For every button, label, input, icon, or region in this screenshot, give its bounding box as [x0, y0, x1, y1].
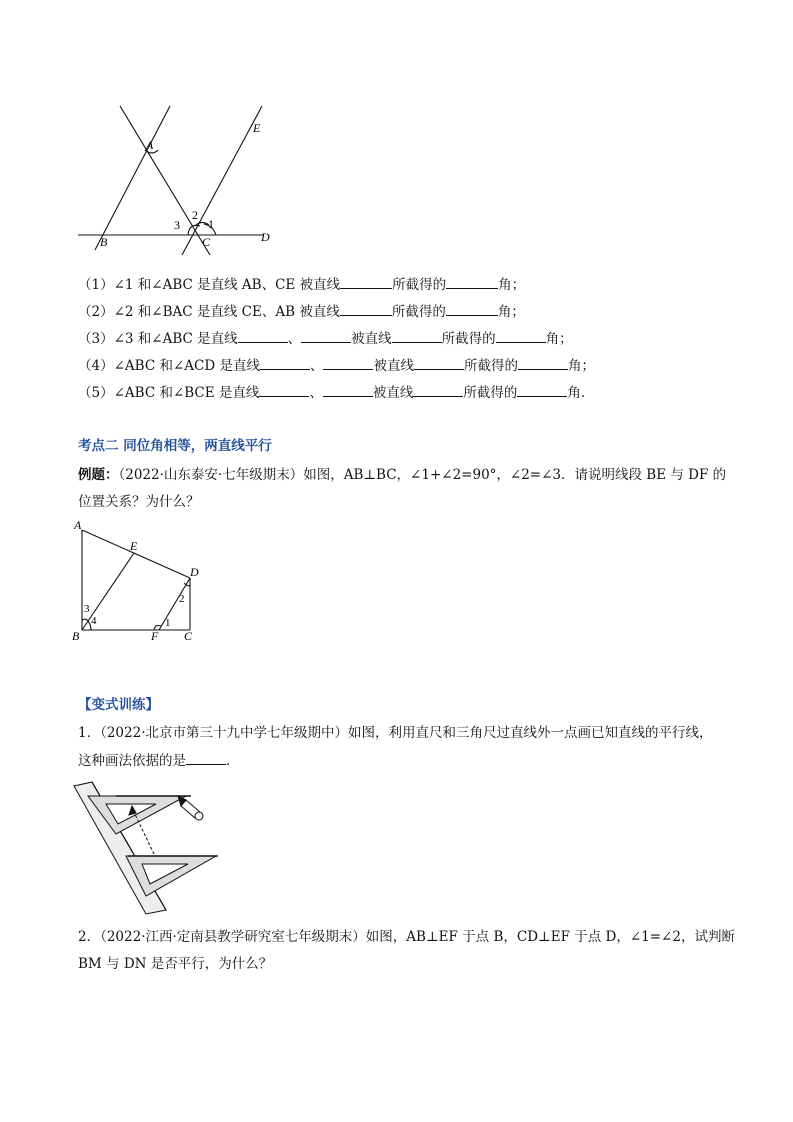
example-line-1: 例题：（2022·山东泰安·七年级期末）如图，AB⊥BC，∠1+∠2=90°，∠2=∠3．请说明线段 BE 与 DF 的 — [78, 467, 727, 483]
label-E: E — [253, 121, 261, 135]
q1-line-1: 1．（2022·北京市第三十九中学七年级期中）如图，利用直尺和三角尺过直线外一点画已知直线的平行线， — [78, 725, 713, 741]
answer-blank[interactable] — [238, 328, 288, 343]
label-angle-3: 3 — [174, 218, 180, 232]
answer-blank[interactable] — [301, 328, 351, 343]
pencil-icon — [178, 796, 203, 820]
segment-BE — [82, 553, 134, 630]
q2-line-1: 2．（2022·江西·定南县教学研究室七年级期末）如图，AB⊥EF 于点 B，CD⊥EF 于点 D，∠1=∠2，试判断 — [78, 929, 735, 945]
label-C: C — [184, 629, 193, 643]
answer-blank[interactable] — [186, 750, 226, 765]
label-B: B — [100, 235, 108, 249]
answer-blank[interactable] — [259, 382, 309, 397]
question-4: （4）∠ABC 和∠ACD 是直线 、 被直线 所截得的 角； — [78, 355, 595, 376]
answer-blank[interactable] — [496, 328, 546, 343]
label-E: E — [130, 539, 138, 553]
line-AC — [120, 106, 210, 255]
label-A: A — [74, 518, 82, 532]
label-F: F — [151, 629, 159, 643]
label-angle-4: 4 — [91, 615, 97, 627]
figure-quadrilateral — [68, 516, 208, 646]
answer-blank[interactable] — [517, 382, 567, 397]
label-D: D — [190, 565, 199, 579]
answer-blank[interactable] — [518, 355, 568, 370]
question-3: （3）∠3 和∠ABC 是直线 、 被直线 所截得的 角； — [78, 328, 573, 349]
answer-blank[interactable] — [446, 301, 498, 316]
variant-heading: 【变式训练】 — [78, 697, 159, 713]
answer-blank[interactable] — [340, 274, 392, 289]
line-CE — [182, 106, 262, 255]
label-D: D — [261, 230, 270, 244]
segment-DF — [159, 578, 190, 630]
example-line-2: 位置关系？为什么？ — [78, 494, 200, 510]
label-A: A — [146, 138, 154, 152]
q1-line-2: 这种画法依据的是 ． — [78, 750, 240, 771]
q2-line-2: BM 与 DN 是否平行，为什么？ — [78, 956, 273, 972]
answer-blank[interactable] — [414, 355, 464, 370]
figure-transversal-lines — [70, 98, 285, 258]
label-angle-2: 2 — [192, 208, 198, 222]
question-5: （5）∠ABC 和∠BCE 是直线 、 被直线 所截得的 角． — [78, 382, 594, 403]
answer-blank[interactable] — [340, 301, 392, 316]
question-1: （1）∠1 和∠ABC 是直线 AB、CE 被直线 所截得的 角； — [78, 274, 525, 295]
section-heading: 考点二 同位角相等，两直线平行 — [78, 438, 272, 454]
example-label: 例题： — [78, 467, 119, 483]
label-angle-3: 3 — [84, 603, 90, 615]
label-angle-1: 1 — [208, 217, 214, 231]
answer-blank[interactable] — [323, 355, 373, 370]
answer-blank[interactable] — [446, 274, 498, 289]
label-angle-2: 2 — [179, 593, 185, 605]
question-2: （2）∠2 和∠BAC 是直线 CE、AB 被直线 所截得的 角； — [78, 301, 525, 322]
answer-blank[interactable] — [392, 328, 442, 343]
angle-arc-3 — [82, 619, 88, 621]
figure-ruler-set-square — [66, 778, 236, 918]
label-B: B — [72, 629, 80, 643]
answer-blank[interactable] — [323, 382, 373, 397]
answer-blank[interactable] — [260, 355, 310, 370]
segment-AD — [82, 530, 190, 578]
label-angle-1: 1 — [165, 617, 171, 629]
answer-blank[interactable] — [413, 382, 463, 397]
label-C: C — [202, 235, 211, 249]
